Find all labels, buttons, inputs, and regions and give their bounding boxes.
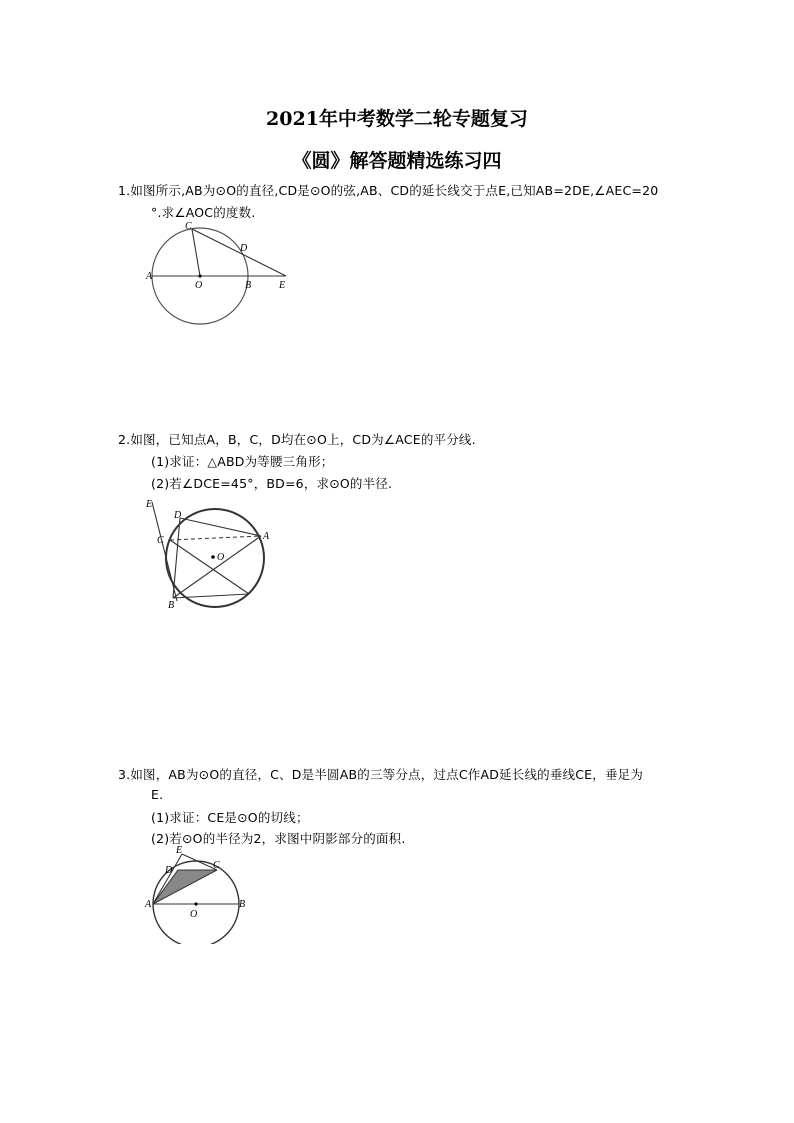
problem-3-line-4: (2)若⊙O的半径为2，求图中阴影部分的面积. [151,831,406,846]
problem-2-line-1: 2.如图，已知点A，B，C，D均在⊙O上，CD为∠ACE的平分线. [118,432,476,447]
document-subtitle: 《圆》解答题精选练习四 [292,150,502,172]
problem-3-line-2: E. [151,787,164,802]
label-c: C [185,221,192,232]
label-d: D [165,865,173,876]
label-a: A [146,271,153,282]
center-point [194,902,197,905]
label-e: E [279,280,286,291]
label-b: B [245,280,252,291]
segment-c-lower [170,540,249,594]
label-c: C [213,860,220,871]
center-point [211,555,215,559]
problem-3-figure [140,842,260,944]
problem-3-line-1: 3.如图，AB为⊙O的直径，C、D是半圆AB的三等分点，过点C作AD延长线的垂线CE，垂足为 [118,767,644,782]
problem-2-line-3: (2)若∠DCE=45°，BD=6，求⊙O的半径. [151,476,393,491]
label-b: B [168,600,175,611]
problem-2-figure [140,494,280,612]
line-ce [192,229,286,276]
problem-1-line-2: °.求∠AOC的度数. [151,205,256,220]
document-title: 2021年中考数学二轮专题复习 [266,108,528,130]
label-e: E [146,499,153,510]
segment-da [180,518,261,536]
label-d: D [240,243,248,254]
label-a: A [145,899,152,910]
label-o: O [217,552,225,563]
segment-oc [192,229,200,276]
problem-1-figure [140,218,300,328]
label-a: A [263,531,270,542]
label-o: O [195,280,203,291]
label-b: B [239,899,246,910]
label-c: C [157,535,164,546]
label-o: O [190,909,198,920]
problem-1-line-1: 1.如图所示,AB为⊙O的直径,CD是⊙O的弦,AB、CD的延长线交于点E,已知AB=2DE,∠AEC=20 [118,183,659,198]
center-point [198,274,201,277]
label-e: E [176,845,183,856]
label-d: D [174,510,182,521]
segment-ab [173,536,261,598]
problem-2-line-2: (1)求证：△ABD为等腰三角形； [151,454,334,469]
problem-3-line-3: (1)求证：CE是⊙O的切线； [151,810,309,825]
segment-ca [170,536,261,540]
